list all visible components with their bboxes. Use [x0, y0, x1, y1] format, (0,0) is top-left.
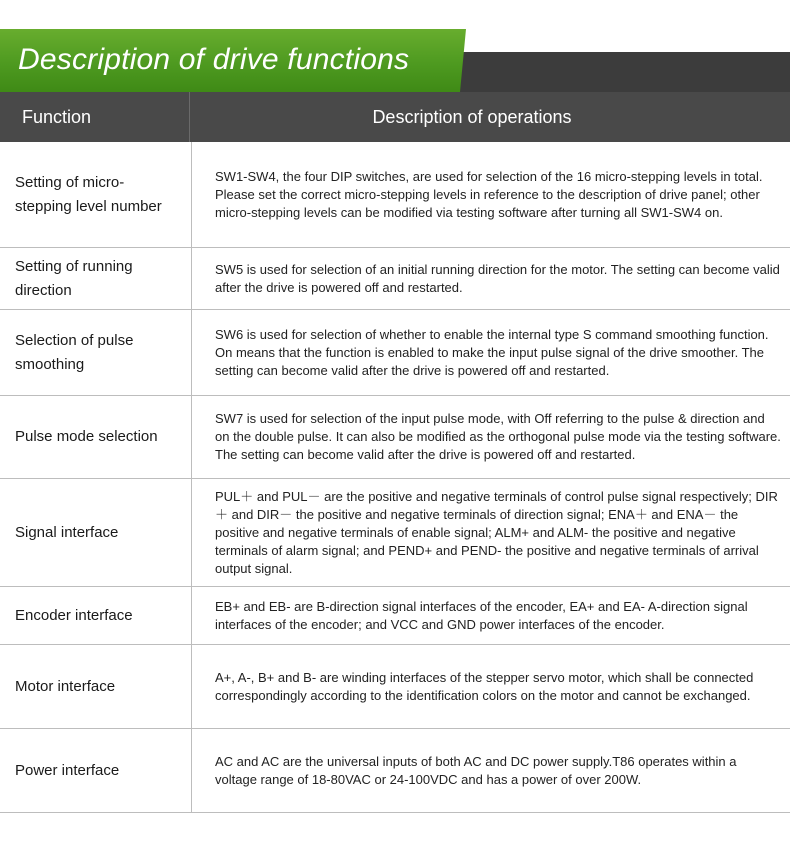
table-header — [0, 92, 790, 142]
function-cell: Setting of running direction — [0, 248, 192, 309]
description-cell: SW5 is used for selection of an initial running direction for the motor. The setting can become valid after the drive is powered off and restarted. — [215, 261, 780, 295]
table-row — [0, 479, 790, 587]
table-row — [0, 587, 790, 645]
description-cell: SW6 is used for selection of whether to enable the internal type S command smoothing function. On means that the function is enabled to make the input pulse signal of the drive smoother. The setting can become valid after the drive is powered off and restarted. — [215, 326, 769, 378]
function-cell: Motor interface — [0, 645, 192, 728]
function-cell: Pulse mode selection — [0, 396, 192, 478]
table-row — [0, 645, 790, 729]
description-cell: AC and AC are the universal inputs of both AC and DC power supply.T86 operates within a voltage range of 18-80VAC or 24-100VDC and has a power of over 200W. — [215, 753, 737, 787]
header-description: Description of operations — [372, 106, 572, 127]
description-cell: A+, A-, B+ and B- are winding interfaces of the stepper servo motor, which shall be connected correspondingly according to the identification colors on the motor and cannot be exchanged. — [215, 669, 754, 703]
description-cell: EB+ and EB- are B-direction signal interfaces of the encoder, EA+ and EA- A-direction signal interfaces of the encoder; and VCC and GND power interfaces of the encoder. — [215, 598, 748, 632]
function-cell: Setting of micro-stepping level number — [0, 142, 192, 247]
header-function: Function — [0, 92, 190, 142]
title-banner — [0, 0, 790, 92]
table-row — [0, 729, 790, 813]
table-row — [0, 396, 790, 479]
table-row — [0, 310, 790, 396]
table-row — [0, 248, 790, 310]
description-cell: SW1-SW4, the four DIP switches, are used for selection of the 16 micro-stepping levels in total. Please set the correct micro-stepping levels in reference to the description of drive panel; other micro-stepping levels can be modified via testing software after turning all SW1-SW4 on. — [215, 168, 763, 220]
description-cell: PUL＋ and PUL－ are the positive and negative terminals of control pulse signal respectively; DIR＋ and DIR－ the positive and negative terminals of direction signal; ENA＋ and ENA－ the positive and negative terminals of enable signal; ALM+ and ALM- the positive and negative terminals of alarm signal; and PEND+ and PEND- the positive and negative terminals of arrival output signal. — [215, 488, 778, 576]
description-cell: SW7 is used for selection of the input pulse mode, with Off referring to the pulse & direction and on the double pulse. It can also be modified as the orthogonal pulse mode via the testing software. The setting can become valid after the drive is powered off and restarted. — [215, 411, 781, 462]
functions-table — [0, 92, 790, 813]
page-title: Description of drive functions — [18, 43, 410, 76]
function-cell: Encoder interface — [0, 587, 192, 644]
function-cell: Signal interface — [0, 479, 192, 586]
function-cell: Power interface — [0, 729, 192, 812]
function-cell: Selection of pulse smoothing — [0, 310, 192, 395]
table-row — [0, 142, 790, 248]
